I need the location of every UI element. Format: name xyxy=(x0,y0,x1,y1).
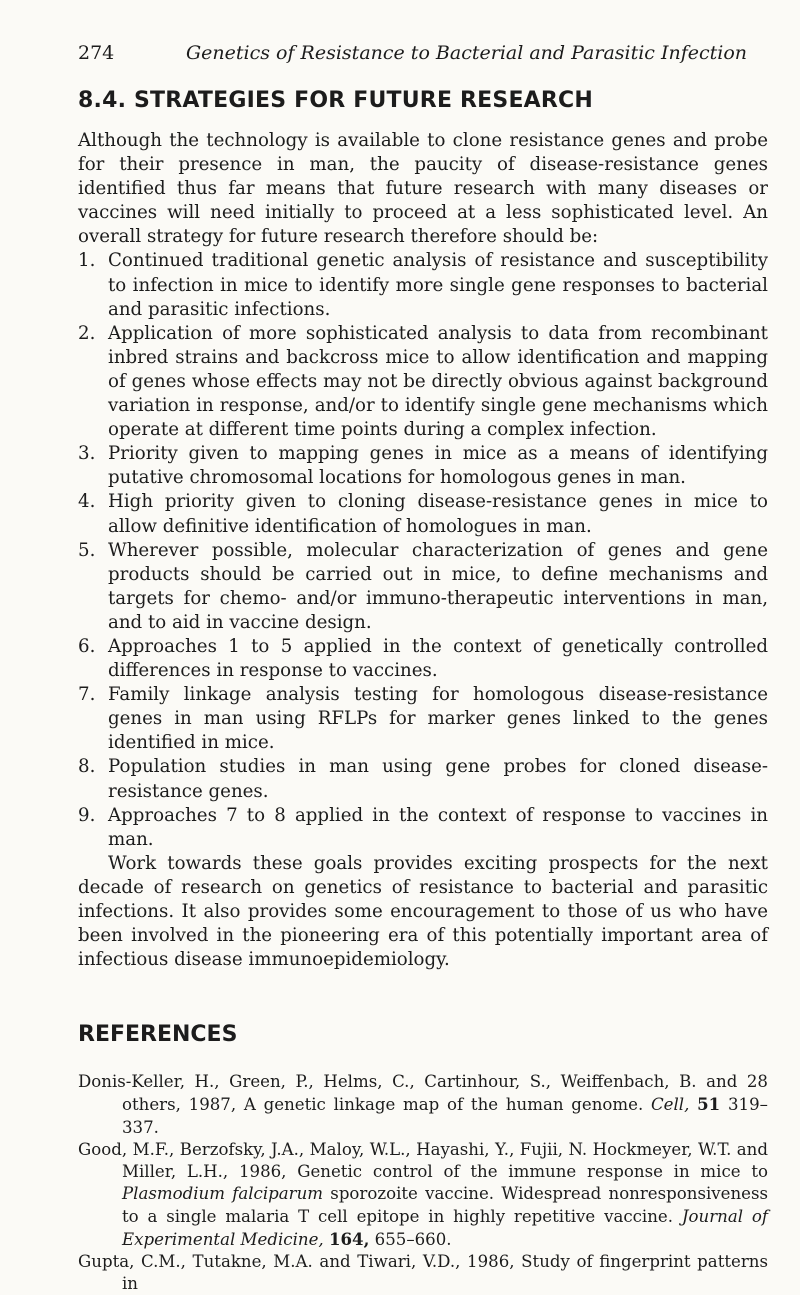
section-body xyxy=(78,129,768,972)
running-header xyxy=(78,42,768,78)
list-item-number: 8. xyxy=(78,756,96,778)
list-item-number: 4. xyxy=(78,491,96,513)
intro-paragraph: Although the technology is available to clone resistance genes and probe for their presence in man, the paucity of disease-resistance genes identified thus far means that future research with many diseases or vaccines will need initially to proceed at a less sophisticated level. An overall strategy for future research therefore should be: xyxy=(78,130,768,248)
reference-entry xyxy=(78,1251,768,1295)
reference-title: sporozoite vaccine. Widespread nonresponsiveness to a single malaria T cell epitope in highly repetitive vaccine. xyxy=(122,1184,768,1226)
reference-journal: Cell, xyxy=(650,1095,690,1115)
strategy-list xyxy=(78,249,768,851)
references-heading: REFERENCES xyxy=(78,1022,238,1048)
reference-entry xyxy=(78,1139,768,1251)
reference-volume: 51 xyxy=(697,1094,721,1115)
reference-journal: Journal of Experimental Medicine, xyxy=(122,1206,768,1249)
reference-authors: Gupta, C.M., Tutakne, M.A. and Tiwari, V.D., 1986, Study of fingerprint patterns in xyxy=(78,1251,768,1294)
list-item-text: Approaches 1 to 5 applied in the context of genetically controlled differences in response to vaccines. xyxy=(108,635,768,682)
list-item-number: 2. xyxy=(78,322,96,344)
list-item-number: 1. xyxy=(78,250,96,272)
list-item xyxy=(78,249,768,321)
reference-volume: 164, xyxy=(328,1228,370,1249)
list-item-text: Family linkage analysis testing for homologous disease-resistance genes in man using RFLPs for marker genes linked to the genes identified in mice. xyxy=(108,684,768,754)
reference-authors: Good, M.F., Berzofsky, J.A., Maloy, W.L., Hayashi, Y., Fujii, N. Hockmeyer, W.T. and Miller, L.H., 1986, Genetic control of the immune response in mice to xyxy=(78,1139,768,1182)
running-title: Genetics of Resistance to Bacterial and Parasitic Infection xyxy=(186,42,748,64)
page-number: 274 xyxy=(78,42,115,64)
list-item-number: 5. xyxy=(78,539,96,561)
list-item xyxy=(78,755,768,803)
list-item-text: Wherever possible, molecular characterization of genes and gene products should be carried out in mice, to define mechanisms and targets for chemo- and/or immuno-therapeutic interventions in man, and to aid in vaccine design. xyxy=(108,539,768,633)
list-item xyxy=(78,635,768,683)
list-item-text: High priority given to cloning disease-resistance genes in mice to allow definitive identification of homologues in man. xyxy=(108,491,768,537)
list-item-number: 6. xyxy=(78,635,96,657)
list-item-text: Continued traditional genetic analysis of resistance and susceptibility to infection in mice to identify more single gene responses to bacterial and parasitic infections. xyxy=(108,250,768,320)
list-item xyxy=(78,539,768,635)
list-item-number: 3. xyxy=(78,443,96,465)
reference-pages: 655–660. xyxy=(374,1229,452,1249)
list-item xyxy=(78,804,768,852)
book-page xyxy=(78,42,768,1295)
list-item-text: Application of more sophisticated analysis to data from recombinant inbred strains and backcross mice to allow identification and mapping of genes whose effects may not be directly obvious against background variation in response, and/or to identify single gene mechanisms which operate at different time points during a complex infection. xyxy=(108,322,768,441)
list-item xyxy=(78,683,768,755)
list-item-number: 7. xyxy=(78,684,96,706)
reference-authors: Donis-Keller, H., Green, P., Helms, C., Cartinhour, S., Weiffenbach, B. and 28 others, 1987, A genetic linkage map of the human genome. xyxy=(78,1072,768,1115)
reference-pages: 319–337. xyxy=(122,1095,768,1137)
list-item-text: Priority given to mapping genes in mice as a means of identifying putative chromosomal locations for homologous genes in man. xyxy=(108,443,768,489)
reference-entry xyxy=(78,1071,768,1139)
reference-list xyxy=(78,1071,768,1295)
list-item-number: 9. xyxy=(78,804,96,826)
list-item xyxy=(78,442,768,490)
section-heading: 8.4. STRATEGIES FOR FUTURE RESEARCH xyxy=(78,88,593,113)
reference-species: Plasmodium falciparum xyxy=(122,1184,324,1204)
list-item-text: Approaches 7 to 8 applied in the context of response to vaccines in man. xyxy=(108,804,768,850)
list-item xyxy=(78,322,768,442)
closing-paragraph: Work towards these goals provides exciting prospects for the next decade of research on genetics of resistance to bacterial and parasitic infections. It also provides some encouragement to those of us who have been involved in the pioneering era of this potentially important area of infectious disease immunoepidemiology. xyxy=(78,852,768,971)
list-item-text: Population studies in man using gene probes for cloned disease-resistance genes. xyxy=(108,756,768,802)
list-item xyxy=(78,490,768,538)
